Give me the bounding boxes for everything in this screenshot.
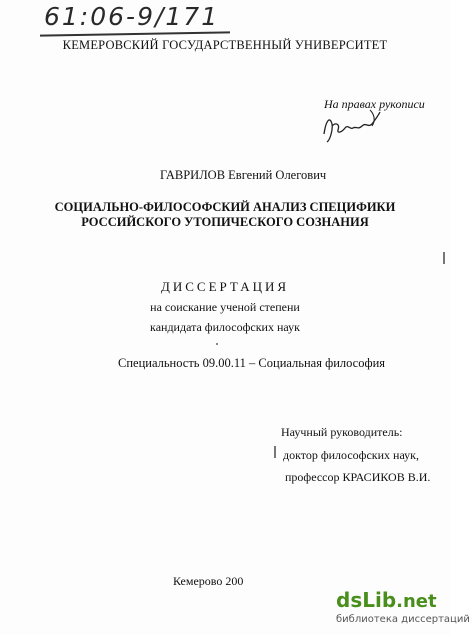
scan-margin-mark: [274, 446, 276, 458]
supervisor-block: [281, 421, 430, 489]
scan-margin-mark: [443, 252, 445, 264]
supervisor-label: Научный руководитель:: [281, 425, 403, 439]
specialty-line: Специальность 09.00.11 – Социальная философия: [118, 356, 386, 370]
author-name: ГАВРИЛОВ Евгений Олегович: [160, 168, 327, 182]
dslib-logo-tld: .net: [396, 591, 437, 612]
author-signature: [318, 106, 388, 146]
dslib-tagline: библиотека диссертаций: [336, 614, 470, 625]
dissertation-title: [0, 200, 450, 230]
dslib-logo: [336, 588, 437, 612]
manuscript-note: На правах рукописи: [324, 97, 425, 111]
title-line-2: РОССИЙСКОГО УТОПИЧЕСКОГО СОЗНАНИЯ: [81, 215, 369, 229]
supervisor-name: профессор КРАСИКОВ В.И.: [285, 470, 431, 484]
dslib-logo-main: dsLib: [336, 588, 397, 612]
supervisor-degree: доктор философских наук,: [283, 447, 419, 462]
degree-line-1: на соискание ученой степени: [150, 300, 300, 314]
university-name: КЕМЕРОВСКИЙ ГОСУДАРСТВЕННЫЙ УНИВЕРСИТЕТ: [62, 38, 388, 52]
document-type: ДИССЕРТАЦИЯ: [160, 279, 290, 294]
archive-code-underline: [40, 31, 230, 36]
city-year: Кемерово 200: [173, 574, 244, 588]
degree-line-2: кандидата философских наук: [150, 320, 300, 334]
archive-code: 61:06-9/171: [44, 2, 220, 31]
dslib-watermark: [336, 588, 470, 630]
scan-speck: [216, 343, 218, 345]
title-line-1: СОЦИАЛЬНО-ФИЛОСОФСКИЙ АНАЛИЗ СПЕЦИФИКИ: [54, 200, 396, 214]
